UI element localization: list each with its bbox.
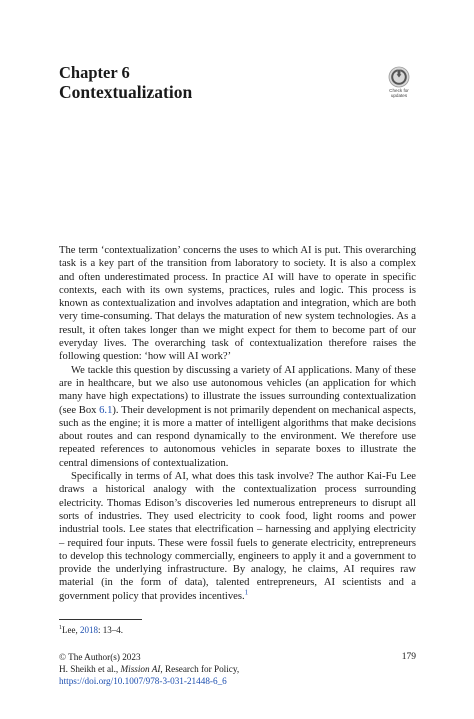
paragraph-2	[59, 364, 416, 470]
footnote-divider	[59, 619, 142, 620]
paragraph-1: The term ‘contextualization’ concerns the uses to which AI is put. This overarching task is a key part of the transition from laboratory to society. It is also a complex and often underestimated process. In practice AI will have to operate in specific contexts, each with its own systems, practices, rules and logic. This process is known as contextualization and involves adaptation and integration, which are both very time-consuming. That delays the maturation of new system technologies. As a result, it often takes longer than we might expect for them to become part of our everyday lives. The overarching task of contextualization therefore raises the following question: ‘how will AI work?’	[59, 245, 416, 363]
badge-line1: Check for	[389, 88, 409, 93]
footnote-ref-link[interactable]: 1	[244, 588, 249, 597]
chapter-title: Contextualization	[59, 82, 193, 102]
chapter-label: Chapter 6	[59, 63, 130, 82]
badge-line2: updates	[390, 93, 408, 98]
paragraph-2-part-a: We tackle this question by discussing a variety of AI applications. Many of these are in healthcare, but we also use autonomous vehicles (an application for which many have high expectations) to illustrate the issues surrounding contextualization (see Box	[59, 364, 416, 416]
copyright-block	[59, 651, 319, 687]
paragraph-3	[59, 470, 416, 603]
check-for-updates-badge[interactable]	[382, 66, 416, 98]
paragraph-3-text: Specifically in terms of AI, what does this task involve? The author Kai-Fu Lee draws a historical analogy with the contextualization process surrounding electricity. Thomas Edison’s discoveries led numerous entrepreneurs to disrupt all sorts of industries. They used electricity to cook food, light rooms and power industrial tools. Lee states that electrification – harnessing and applying electricity – required four inputs. These were fossil fuels to generate electricity, entrepreneurs to develop this technology commercially, engineers to apply it and a government to provide the underlying infrastructure. By analogy, he claims, AI requires raw material (in the form of data), talented entrepreneurs, AI scientists and a government policy that provides incentives.	[59, 471, 416, 602]
doi-link[interactable]: https://doi.org/10.1007/978-3-031-21448-6_6	[59, 676, 227, 686]
citation-authors: H. Sheikh et al.,	[59, 664, 121, 674]
citation-line	[59, 663, 319, 675]
copyright-line: © The Author(s) 2023	[59, 652, 141, 662]
check-for-updates-icon	[388, 66, 410, 88]
footnote	[59, 625, 123, 636]
page-number: 179	[401, 652, 416, 662]
body-text	[59, 244, 416, 603]
footnote-marker: 1	[59, 625, 62, 631]
footnote-pages: : 13–4.	[98, 625, 124, 635]
citation-book: Mission AI	[120, 664, 161, 674]
box-reference-link[interactable]: 6.1	[99, 404, 113, 416]
footnote-author: Lee,	[62, 625, 80, 635]
paragraph-2-part-b: ). Their development is not primarily dependent on mechanical aspects, such as the engine; it is more a matter of intelligent algorithms that make decisions about routes and can respond dynamically to the environment. We therefore use repeated references to autonomous vehicles in separate boxes to illustrate the central dimensions of contextualization.	[59, 404, 416, 469]
footnote-year-link[interactable]: 2018	[80, 625, 98, 635]
citation-rest: , Research for Policy,	[160, 664, 240, 674]
